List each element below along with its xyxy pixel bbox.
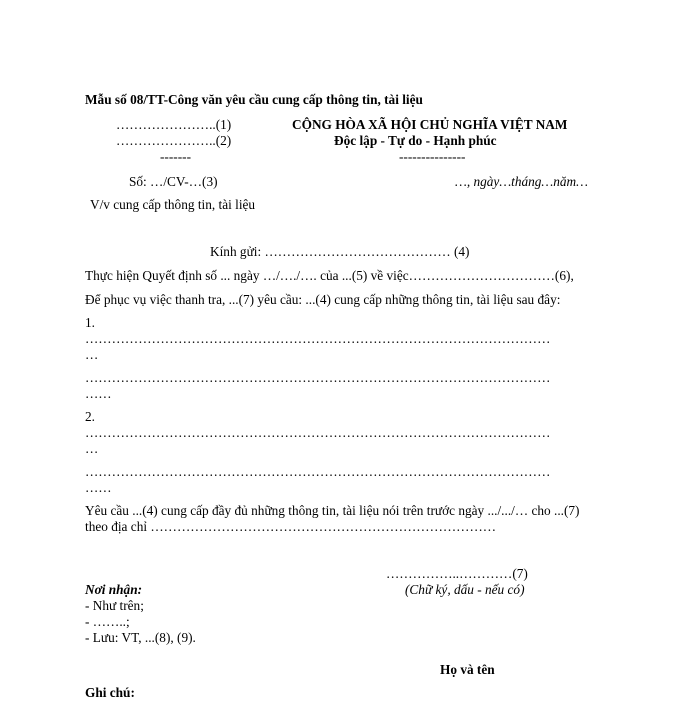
item-2-number: 2. (85, 409, 95, 424)
paragraph-2: Để phục vụ việc thanh tra, ...(7) yêu cầu: ...(4) cung cấp những thông tin, tài liệu sau đây: (85, 292, 561, 307)
recipients-line-3: - Lưu: VT, ...(8), (9). (85, 630, 196, 645)
paragraph-1: Thực hiện Quyết định số ... ngày …/…./…. của ...(5) về việc……………………………(6), (85, 268, 574, 283)
recipients-label: Nơi nhận: (85, 582, 143, 597)
item-1-line-b: …………………………………………………………………………………………… (85, 370, 551, 385)
national-motto: Độc lập - Tự do - Hạnh phúc (334, 133, 497, 148)
signer-name: Họ và tên (440, 662, 495, 677)
item-2-line-a: …………………………………………………………………………………………… (85, 425, 551, 440)
note-label: Ghi chú: (85, 685, 135, 700)
recipients-line-2: - ……..; (85, 614, 130, 629)
form-title: Mẫu số 08/TT-Công văn yêu cầu cung cấp thông tin, tài liệu (85, 92, 423, 107)
issuer-line-1: …………………..(1) (116, 117, 232, 132)
motto-rule: --------------- (399, 149, 466, 164)
issuer-line-2: …………………..(2) (116, 133, 232, 148)
subject-line: V/v cung cấp thông tin, tài liệu (90, 197, 256, 212)
item-1-number: 1. (85, 315, 95, 330)
item-2-line-b: …………………………………………………………………………………………… (85, 464, 551, 479)
signer-title: ……………..…………(7) (386, 566, 528, 581)
recipients-line-1: - Như trên; (85, 598, 144, 613)
item-1-line-b-cont: …… (85, 386, 112, 401)
recipient-line: Kính gửi: …………………………………… (4) (210, 244, 470, 259)
country-name: CỘNG HÒA XÃ HỘI CHỦ NGHĨA VIỆT NAM (292, 117, 568, 132)
closing-line-1: Yêu cầu ...(4) cung cấp đầy đủ những thông tin, tài liệu nói trên trước ngày .../.../… cho ...(7) (85, 503, 580, 518)
issuer-rule: ------- (160, 149, 191, 164)
item-1-line-a: …………………………………………………………………………………………… (85, 331, 551, 346)
signer-note: (Chữ ký, dấu - nếu có) (405, 582, 525, 597)
date-place: …, ngày…tháng…năm… (455, 174, 588, 189)
item-2-line-a-cont: … (85, 441, 99, 456)
document-number: Số: …/CV-…(3) (129, 174, 218, 189)
closing-line-2: theo địa chỉ …………………………………………………………………… (85, 519, 497, 534)
item-2-line-b-cont: …… (85, 480, 112, 495)
item-1-line-a-cont: … (85, 347, 99, 362)
